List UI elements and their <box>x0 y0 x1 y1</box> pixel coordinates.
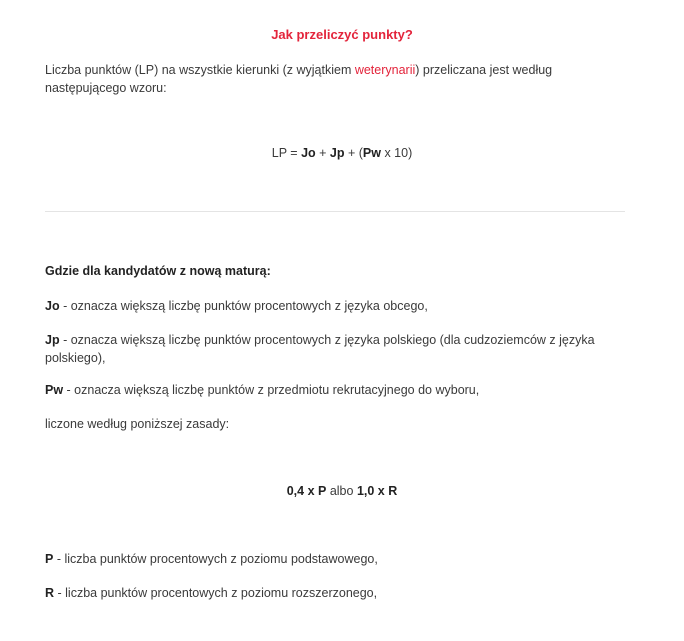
formula2-left: 0,4 x P <box>286 484 327 498</box>
definition-pw <box>45 381 605 399</box>
formula-jo: Jo <box>301 146 316 160</box>
definition-text: - oznacza większą liczbę punktów procentowych z języka obcego, <box>59 299 428 313</box>
points-formula <box>0 146 684 160</box>
candidates-heading: Gdzie dla kandydatów z nową maturą: <box>45 264 271 278</box>
veterinary-link[interactable]: weterynarii <box>354 63 416 77</box>
formula-plus-2: + ( <box>344 146 363 160</box>
intro-paragraph <box>45 61 605 97</box>
definition-jp <box>45 331 605 367</box>
formula-pw: Pw <box>362 146 381 160</box>
level-term: P <box>45 552 54 566</box>
level-r <box>45 584 605 602</box>
formula-lp: LP = <box>271 146 302 160</box>
formula-jp: Jp <box>329 146 345 160</box>
definition-term: Jp <box>45 333 60 347</box>
formula2-middle: albo <box>326 484 357 498</box>
intro-text-start: Liczba punktów (LP) na wszystkie kierunki (z wyjątkiem <box>45 63 355 77</box>
definition-jo <box>45 297 605 315</box>
definition-term: Jo <box>45 299 60 313</box>
level-text: - liczba punktów procentowych z poziomu podstawowego, <box>53 552 378 566</box>
page-heading: Jak przeliczyć punkty? <box>271 27 413 42</box>
formula-plus-1: + <box>315 146 330 160</box>
level-p <box>45 550 605 568</box>
section-divider <box>45 211 625 212</box>
level-text: - liczba punktów procentowych z poziomu rozszerzonego, <box>54 586 378 600</box>
level-term: R <box>45 586 55 600</box>
level-formula <box>0 484 684 498</box>
definition-text: - oznacza większą liczbę punktów z przedmiotu rekrutacyjnego do wyboru, <box>63 383 480 397</box>
definition-text: - oznacza większą liczbę punktów procentowych z języka polskiego (dla cudzoziemców z języka polskiego), <box>45 333 595 365</box>
formula2-right: 1,0 x R <box>356 484 398 498</box>
formula-tail: x 10) <box>380 146 413 160</box>
definition-term: Pw <box>45 383 64 397</box>
intro-text-end: ) przeliczana jest według następującego wzoru: <box>45 63 553 95</box>
rule-intro: liczone według poniższej zasady: <box>45 417 230 431</box>
